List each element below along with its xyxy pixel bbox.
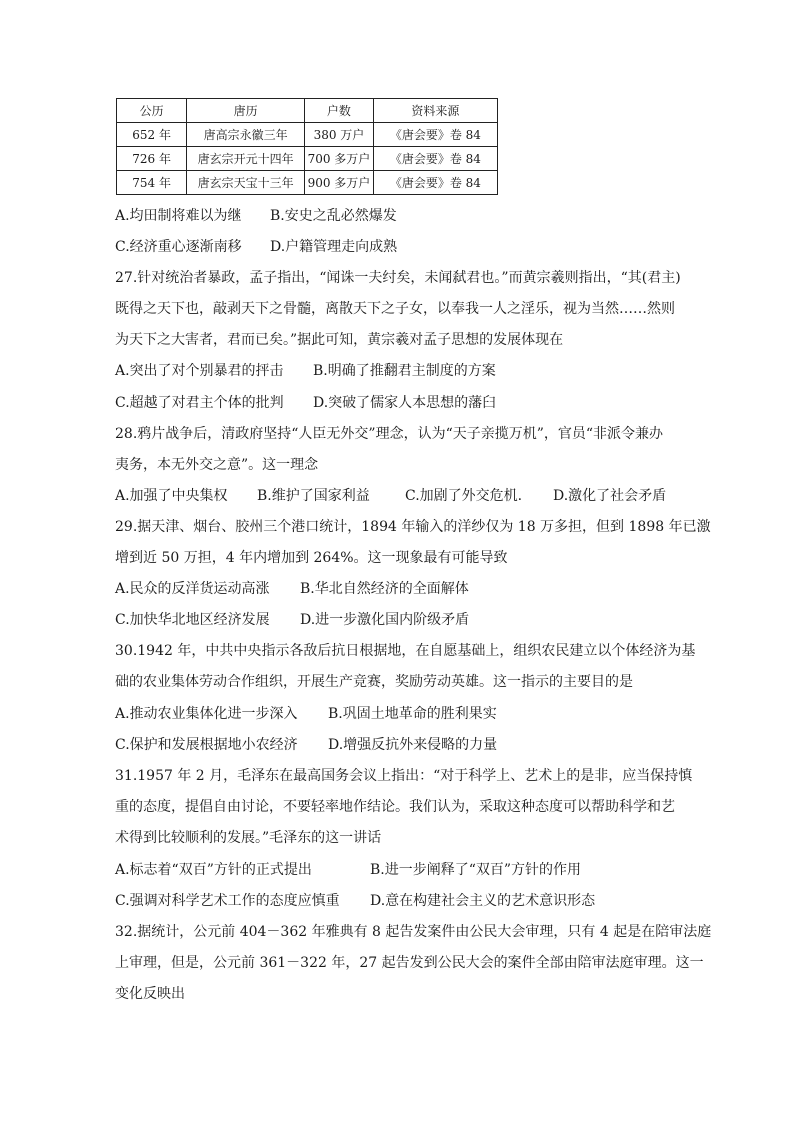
q31-option-b[interactable]: B.进一步阐释了“双百”方针的作用 bbox=[370, 862, 582, 878]
table-header: 唐历 bbox=[187, 99, 305, 123]
table-cell: 652 年 bbox=[117, 123, 187, 147]
table-row bbox=[117, 171, 498, 195]
q30-stem-line: 30.1942 年，中共中央指示各敌后抗日根据地，在自愿基础上，组织农民建立以个体经济为基 bbox=[115, 643, 696, 659]
household-table bbox=[116, 98, 498, 195]
q29-stem-line: 29.据天津、烟台、胶州三个港口统计，1894 年输入的洋纱仅为 18 万多担，但到 1898 年已激 bbox=[115, 519, 711, 535]
q29-stem-line: 增到近 50 万担，4 年内增加到 264%。这一现象最有可能导致 bbox=[115, 550, 508, 566]
table-cell: 唐玄宗天宝十三年 bbox=[187, 171, 305, 195]
table-row bbox=[117, 147, 498, 171]
q32-stem-line: 上审理，但是，公元前 361－322 年，27 起告发到公民大会的案件全部由陪审法庭审理。这一 bbox=[115, 955, 704, 971]
q31-option-d[interactable]: D.意在构建社会主义的艺术意识形态 bbox=[370, 893, 596, 909]
table-cell: 唐玄宗开元十四年 bbox=[187, 147, 305, 171]
table-cell: 700 多万户 bbox=[305, 147, 374, 171]
q27-option-c[interactable]: C.超越了对君主个体的批判 bbox=[115, 395, 284, 411]
table-cell: 《唐会要》卷 84 bbox=[373, 123, 497, 147]
q27-option-d[interactable]: D.突破了儒家人本思想的藩臼 bbox=[313, 395, 497, 411]
q26-option-c[interactable]: C.经济重心逐渐南移 bbox=[115, 239, 242, 255]
q31-option-c[interactable]: C.强调对科学艺术工作的态度应慎重 bbox=[115, 893, 340, 909]
table-cell: 754 年 bbox=[117, 171, 187, 195]
q27-stem-line: 27.针对统治者暴政，孟子指出，“闻诛一夫纣矣，未闻弑君也。”而黄宗羲则指出，“其(君主) bbox=[115, 270, 681, 286]
q32-stem-line: 32.据统计，公元前 404－362 年雅典有 8 起告发案件由公民大会审理，只有 4 起是在陪审法庭 bbox=[115, 924, 712, 940]
q27-option-a[interactable]: A.突出了对个别暴君的抨击 bbox=[115, 363, 284, 379]
q27-stem-line: 为天下之大害者，君而已矣。”据此可知，黄宗羲对孟子思想的发展体现在 bbox=[115, 332, 564, 348]
q26-option-d[interactable]: D.户籍管理走向成熟 bbox=[270, 239, 398, 255]
q28-option-d[interactable]: D.激化了社会矛盾 bbox=[553, 488, 667, 504]
q31-stem-line: 31.1957 年 2 月，毛泽东在最高国务会议上指出：“对于科学上、艺术上的是非，应当保持慎 bbox=[115, 768, 693, 784]
q29-option-a[interactable]: A.民众的反洋货运动高涨 bbox=[115, 581, 270, 597]
q26-option-b[interactable]: B.安史之乱必然爆发 bbox=[270, 208, 397, 224]
q31-option-a[interactable]: A.标志着“双百”方针的正式提出 bbox=[115, 862, 312, 878]
q30-option-d[interactable]: D.增强反抗外来侵略的力量 bbox=[328, 737, 498, 753]
q31-stem-line: 术得到比较顺利的发展。”毛泽东的这一讲话 bbox=[115, 830, 382, 846]
q32-stem-line: 变化反映出 bbox=[115, 986, 185, 1002]
q31-stem-line: 重的态度，提倡自由讨论，不要轻率地作结论。我们认为，采取这种态度可以帮助科学和艺 bbox=[115, 799, 675, 815]
q27-stem-line: 既得之天下也，敲剥天下之骨髓，离散天下之子女，以奉我一人之淫乐，视为当然……然则 bbox=[115, 301, 675, 317]
q28-option-a[interactable]: A.加强了中央集权 bbox=[115, 488, 228, 504]
table-header: 户数 bbox=[305, 99, 374, 123]
table-cell: 《唐会要》卷 84 bbox=[373, 171, 497, 195]
q28-stem-line: 夷务，本无外交之意”。这一理念 bbox=[115, 457, 319, 473]
q30-option-a[interactable]: A.推动农业集体化进一步深入 bbox=[115, 706, 298, 722]
table-cell: 唐高宗永徽三年 bbox=[187, 123, 305, 147]
q29-option-b[interactable]: B.华北自然经济的全面解体 bbox=[300, 581, 469, 597]
q28-stem-line: 28.鸦片战争后，清政府坚持“人臣无外交”理念，认为“天子亲揽万机”，官员“非派令兼办 bbox=[115, 426, 664, 442]
q30-option-c[interactable]: C.保护和发展根据地小农经济 bbox=[115, 737, 298, 753]
q26-option-a[interactable]: A.均田制将难以为继 bbox=[115, 208, 242, 224]
q27-option-b[interactable]: B.明确了推翻君主制度的方案 bbox=[313, 363, 496, 379]
q28-option-c[interactable]: C.加剧了外交危机. bbox=[405, 488, 523, 504]
q30-stem-line: 础的农业集体劳动合作组织，开展生产竞赛，奖励劳动英雄。这一指示的主要目的是 bbox=[115, 674, 633, 690]
q29-option-c[interactable]: C.加快华北地区经济发展 bbox=[115, 612, 270, 628]
table-cell: 900 多万户 bbox=[305, 171, 374, 195]
table-header: 资料来源 bbox=[373, 99, 497, 123]
q30-option-b[interactable]: B.巩固土地革命的胜利果实 bbox=[328, 706, 497, 722]
q28-option-b[interactable]: B.维护了国家利益 bbox=[257, 488, 370, 504]
q29-option-d[interactable]: D.进一步激化国内阶级矛盾 bbox=[300, 612, 470, 628]
table-row bbox=[117, 123, 498, 147]
table-cell: 《唐会要》卷 84 bbox=[373, 147, 497, 171]
table-header: 公历 bbox=[117, 99, 187, 123]
table-header-row bbox=[117, 99, 498, 123]
table-cell: 726 年 bbox=[117, 147, 187, 171]
table-cell: 380 万户 bbox=[305, 123, 374, 147]
